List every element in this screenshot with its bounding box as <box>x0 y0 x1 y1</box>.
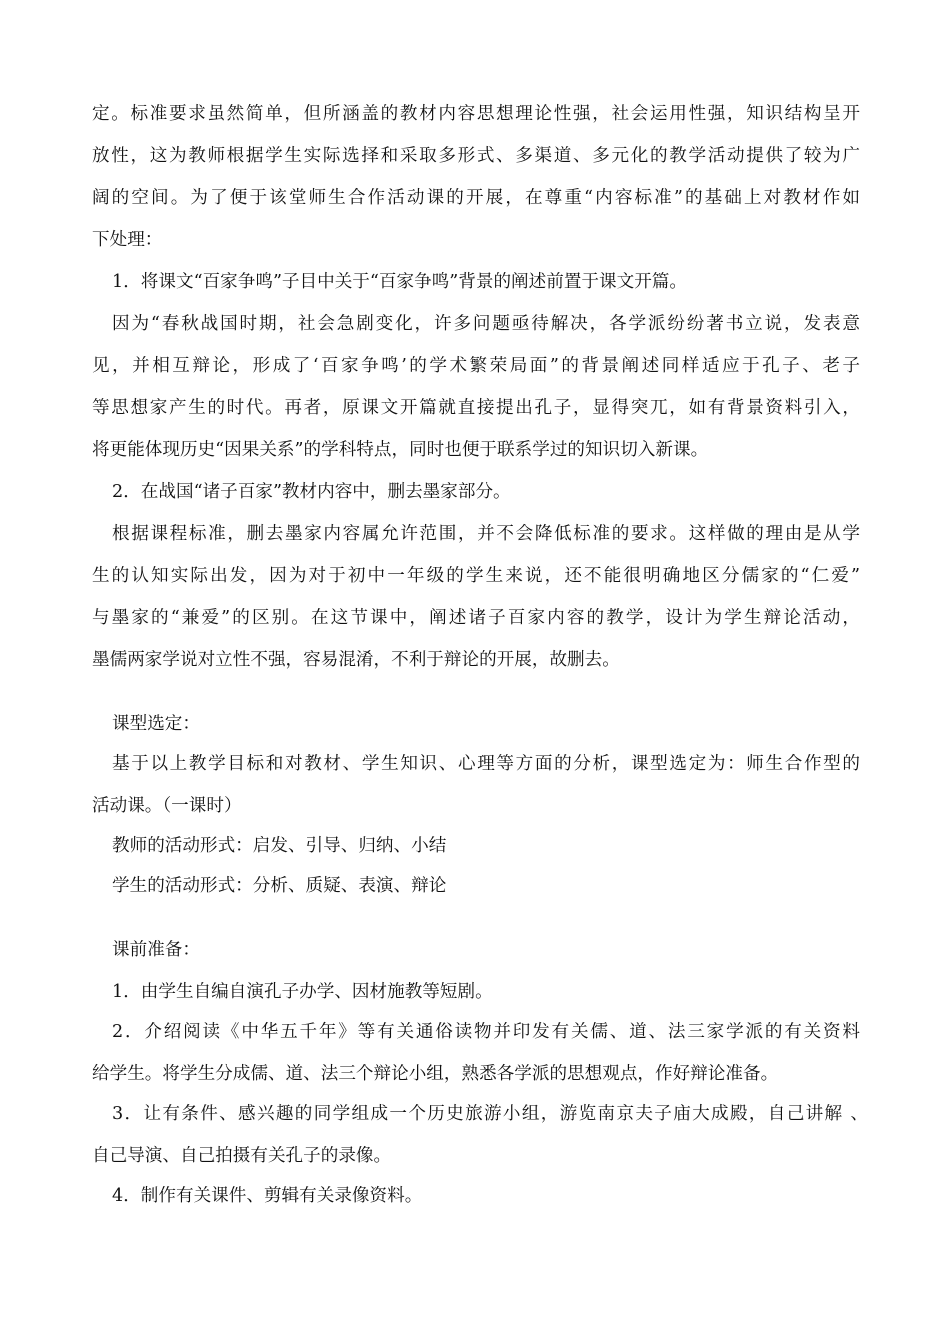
paragraph-line: 阔的空间。为了便于该堂师生合作活动课的开展，在尊重“内容标准”的基础上对教材作如 <box>92 188 860 208</box>
paragraph-line: 基于以上教学目标和对教材、学生知识、心理等方面的分析，课型选定为：师生合作型的 <box>112 754 860 774</box>
paragraph-line: 因为“春秋战国时期，社会急剧变化，许多问题亟待解决，各学派纷纷著书立说，发表意 <box>112 314 860 334</box>
list-item: 1．由学生自编自演孔子办学、因材施教等短剧。 <box>112 982 493 1002</box>
section-heading: 课型选定： <box>112 714 200 734</box>
paragraph-line: 生的认知实际出发，因为对于初中一年级的学生来说，还不能很明确地区分儒家的“仁爱” <box>92 566 860 586</box>
paragraph-line: 放性，这为教师根据学生实际选择和采取多形式、多渠道、多元化的教学活动提供了较为广 <box>92 146 860 166</box>
list-item: 2．在战国“诸子百家”教材内容中，删去墨家部分。 <box>112 482 511 502</box>
paragraph-line: 下处理： <box>92 230 163 250</box>
paragraph-line: 墨儒两家学说对立性不强，容易混淆，不利于辩论的开展，故删去。 <box>92 650 620 670</box>
section-heading: 课前准备： <box>112 940 200 960</box>
paragraph-line: 自己导演、自己拍摄有关孔子的录像。 <box>92 1146 392 1166</box>
paragraph-line: 见，并相互辩论，形成了‘百家争鸣’的学术繁荣局面”的背景阐述同样适应于孔子、老子 <box>92 356 860 376</box>
paragraph-line: 定。标准要求虽然简单，但所涵盖的教材内容思想理论性强，社会运用性强，知识结构呈开 <box>92 104 860 124</box>
paragraph-line: 等思想家产生的时代。再者，原课文开篇就直接提出孔子，显得突兀，如有背景资料引入， <box>92 398 860 418</box>
paragraph-line: 活动课。（一课时） <box>92 796 242 816</box>
paragraph-line: 根据课程标准，删去墨家内容属允许范围，并不会降低标准的要求。这样做的理由是从学 <box>112 524 860 544</box>
list-item: 1．将课文“百家争鸣”子目中关于“百家争鸣”背景的阐述前置于课文开篇。 <box>112 272 687 292</box>
list-item: 4．制作有关课件、剪辑有关录像资料。 <box>112 1186 423 1206</box>
teacher-activity-forms: 教师的活动形式：启发、引导、归纳、小结 <box>112 836 447 856</box>
paragraph-line: 给学生。将学生分成儒、道、法三个辩论小组，熟悉各学派的思想观点，作好辩论准备。 <box>92 1064 779 1084</box>
list-item: 3．让有条件、感兴趣的同学组成一个历史旅游小组，游览南京夫子庙大成殿，自己讲解 、 <box>112 1104 868 1124</box>
paragraph-line: 将更能体现历史“因果关系”的学科特点，同时也便于联系学过的知识切入新课。 <box>92 440 709 460</box>
student-activity-forms: 学生的活动形式：分析、质疑、表演、辩论 <box>112 876 447 896</box>
paragraph-line: 与墨家的“兼爱”的区别。在这节课中，阐述诸子百家内容的教学，设计为学生辩论活动， <box>92 608 860 628</box>
list-item: 2．介绍阅读《中华五千年》等有关通俗读物并印发有关儒、道、法三家学派的有关资料 <box>112 1022 860 1042</box>
